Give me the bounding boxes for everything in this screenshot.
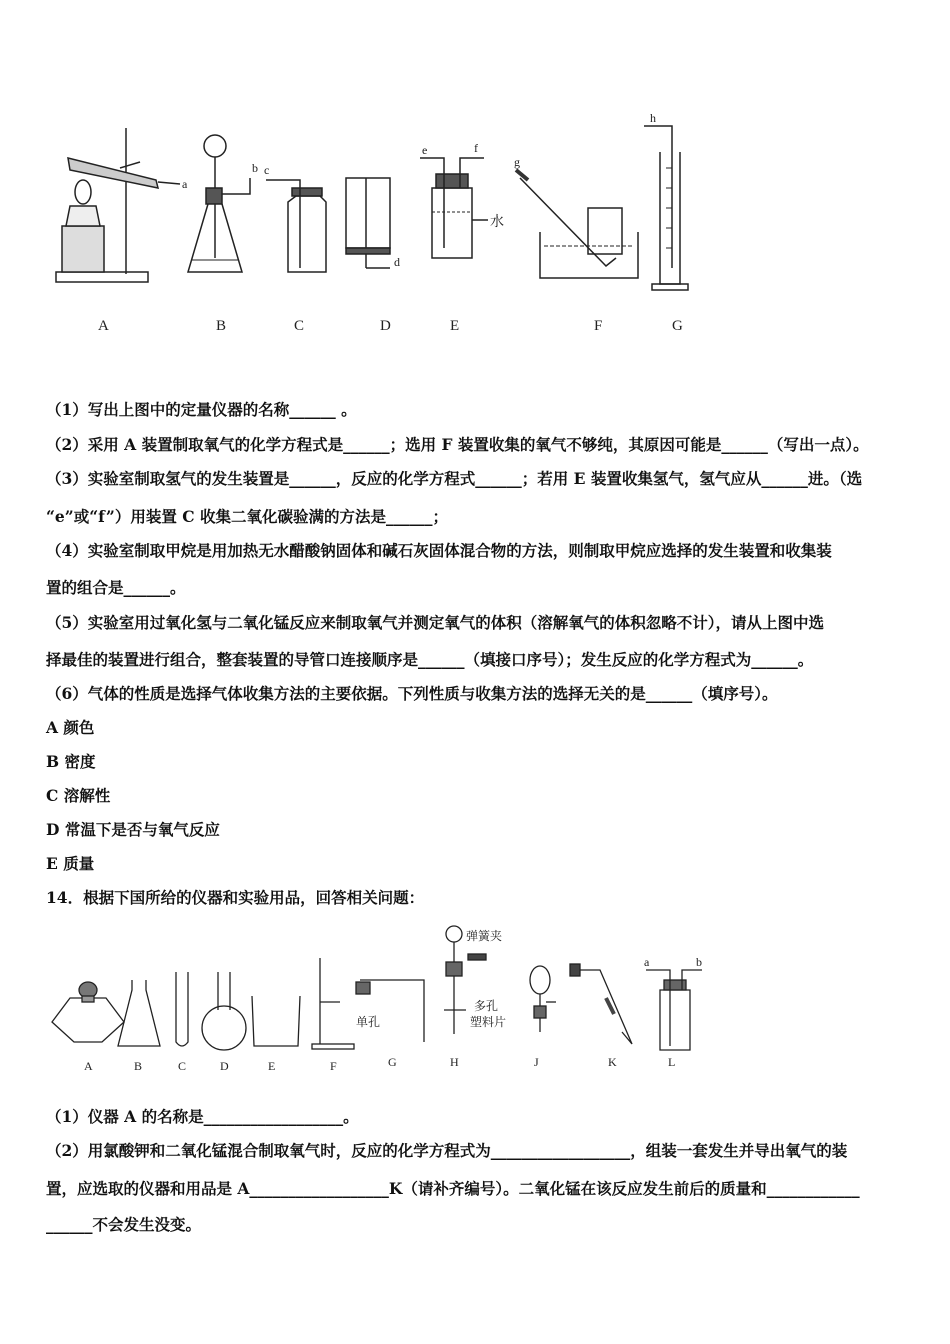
q13-option-b: B 密度 (46, 752, 96, 771)
label-g: G (672, 318, 683, 334)
port-c: c (264, 163, 270, 177)
q14-part-2b: 置，应选取的仪器和用品是 A__________________K（请补齐编号）。二氧化锰在该反应发生前后的质量和____________ (46, 1179, 860, 1198)
apparatus-f (516, 170, 638, 278)
port-g: g (514, 155, 520, 169)
fig2-label-c: C (178, 1059, 187, 1073)
fig2-port-b: b (696, 955, 702, 969)
port-a: a (182, 177, 188, 191)
apparatus-e (420, 158, 488, 258)
apparatus-c (266, 180, 326, 272)
single-hole-label: 单孔 (356, 1015, 381, 1029)
label-f: F (594, 318, 603, 334)
fig2-label-f: F (330, 1059, 337, 1073)
q13-part-4b: 置的组合是______。 (46, 578, 186, 597)
fig2-c (176, 972, 188, 1046)
port-e: e (422, 143, 428, 157)
apparatus-a (56, 128, 180, 282)
fig2-e (252, 996, 300, 1046)
label-c: C (294, 318, 305, 334)
q13-part-1: （1）写出上图中的定量仪器的名称______ 。 (46, 400, 357, 419)
q13-option-d: D 常温下是否与氧气反应 (46, 820, 220, 839)
port-d: d (394, 255, 400, 269)
q14-part-1: （1）仪器 A 的名称是__________________。 (46, 1107, 359, 1126)
q13-part-3b: “e”或“f”）用装置 C 收集二氧化碳验满的方法是______； (46, 507, 448, 526)
port-b: b (252, 161, 258, 175)
port-h: h (650, 111, 656, 125)
q14-stem: 14．根据下国所给的仪器和实验用品，回答相关问题： (46, 888, 425, 907)
apparatus-d (346, 178, 390, 268)
q13-part-5a: （5）实验室用过氧化氢与二氧化锰反应来制取氧气并测定氧气的体积（溶解氧气的体积忽略不计），请从上图中选 (46, 613, 825, 632)
fig2-f (312, 958, 354, 1049)
fig2-label-h: H (450, 1055, 459, 1069)
fig2-label-d: D (220, 1059, 229, 1073)
q13-part-3a: （3）实验室制取氢气的发生装置是______，反应的化学方程式______；若用 E 装置收集氢气，氢气应从______进。（选 (46, 469, 863, 488)
fig2-l (646, 970, 702, 1050)
q13-option-a: A 颜色 (46, 718, 95, 737)
label-a: A (98, 318, 109, 334)
fig2-label-g: G (388, 1055, 397, 1069)
fig2-label-a: A (84, 1059, 93, 1073)
label-e: E (450, 318, 460, 334)
fig2-label-j: J (534, 1055, 539, 1069)
label-d: D (380, 318, 391, 334)
q13-option-e: E 质量 (46, 854, 95, 873)
fig2-port-a: a (644, 955, 650, 969)
fig2-k (570, 964, 632, 1044)
fig2-b (118, 980, 160, 1046)
water-label: 水 (490, 215, 504, 230)
fig2-d (202, 972, 246, 1050)
apparatus-figure-2 (40, 918, 720, 1078)
q13-part-5b: 择最佳的装置进行组合，整套装置的导管口连接顺序是______（填接口序号）；发生反应的化学方程式为______。 (46, 650, 814, 669)
q14-part-2a: （2）用氯酸钾和二氧化锰混合制取氧气时，反应的化学方程式为__________________，组装一套发生并导出氧气的装 (46, 1141, 848, 1160)
fig2-label-e: E (268, 1059, 276, 1073)
fig2-label-k: K (608, 1055, 617, 1069)
fig2-j (530, 966, 556, 1032)
q13-option-c: C 溶解性 (46, 786, 111, 805)
q14-part-2c: ______不会发生没变。 (46, 1215, 202, 1234)
q13-part-4a: （4）实验室制取甲烷是用加热无水醋酸钠固体和碱石灰固体混合物的方法，则制取甲烷应选择的发生装置和收集装 (46, 541, 832, 560)
port-f: f (474, 141, 478, 155)
fig2-label-l: L (668, 1055, 676, 1069)
spring-clip-label: 弹簧夹 (466, 929, 503, 943)
fig2-a (52, 982, 124, 1042)
apparatus-g (644, 126, 688, 290)
apparatus-b (188, 135, 250, 272)
fig2-g (356, 980, 424, 1042)
q13-part-6: （6）气体的性质是选择气体收集方法的主要依据。下列性质与收集方法的选择无关的是______（填序号）。 (46, 684, 778, 703)
fig2-label-b: B (134, 1059, 143, 1073)
label-b: B (216, 318, 227, 334)
porous-label-1: 多孔 (474, 999, 499, 1013)
porous-label-2: 塑料片 (470, 1015, 507, 1029)
q13-part-2: （2）采用 A 装置制取氧气的化学方程式是______；选用 F 装置收集的氧气不够纯，其原因可能是______（写出一点）。 (46, 435, 869, 454)
apparatus-figure-1 (40, 108, 720, 338)
